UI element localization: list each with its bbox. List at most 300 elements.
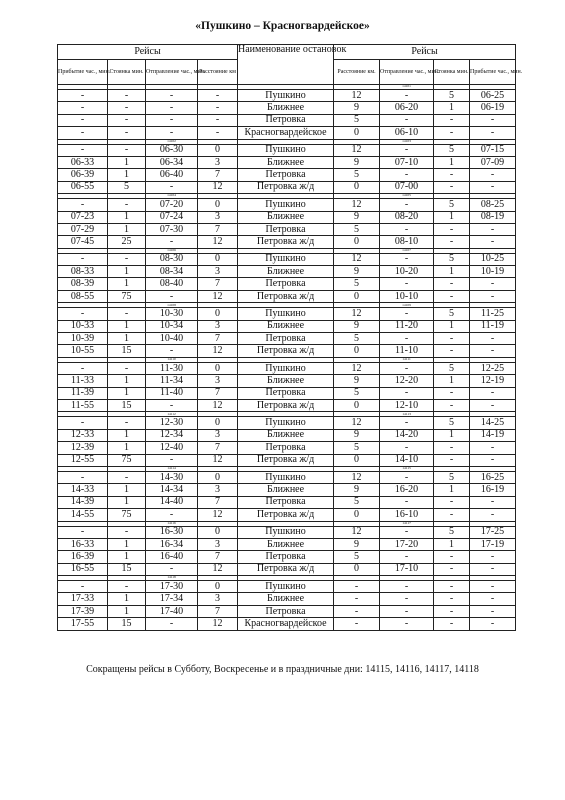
trip-number-right: 14103 xyxy=(380,139,434,144)
table-cell: - xyxy=(434,563,470,575)
table-cell: - xyxy=(108,144,146,156)
stop-name-cell: Ближнее xyxy=(238,211,334,223)
table-cell: 11-39 xyxy=(58,387,108,399)
table-cell: 0 xyxy=(334,290,380,302)
table-cell: 14-39 xyxy=(58,496,108,508)
table-cell: 07-09 xyxy=(470,156,516,168)
table-cell: - xyxy=(470,114,516,126)
table-cell: 06-30 xyxy=(146,144,198,156)
table-cell: 0 xyxy=(334,509,380,521)
table-cell: - xyxy=(146,399,198,411)
table-cell: - xyxy=(58,471,108,483)
table-cell: 12 xyxy=(198,563,238,575)
table-cell: 9 xyxy=(334,211,380,223)
table-cell: 16-20 xyxy=(380,484,434,496)
table-cell: 12 xyxy=(334,362,380,374)
table-cell: 5 xyxy=(434,253,470,265)
table-cell: 11-30 xyxy=(146,362,198,374)
table-cell: 07-30 xyxy=(146,223,198,235)
table-cell: 14-34 xyxy=(146,484,198,496)
table-cell: - xyxy=(58,102,108,114)
table-cell: 1 xyxy=(108,156,146,168)
table-cell: - xyxy=(198,127,238,139)
table-cell: 08-33 xyxy=(58,266,108,278)
table-cell: - xyxy=(470,333,516,345)
col-header: Расстояние км. xyxy=(334,60,380,85)
table-cell: 10-10 xyxy=(380,290,434,302)
col-header: Стоянка мин. xyxy=(434,60,470,85)
table-cell: 06-34 xyxy=(146,156,198,168)
table-cell: 16-55 xyxy=(58,563,108,575)
table-cell: 1 xyxy=(434,211,470,223)
col-header: Прибытие час., мин. xyxy=(58,60,108,85)
table-cell: 1 xyxy=(108,442,146,454)
col-header: Прибытие час., мин. xyxy=(470,60,516,85)
table-cell: 07-23 xyxy=(58,211,108,223)
table-cell: - xyxy=(146,563,198,575)
trip-number-left: 14110 xyxy=(146,357,198,362)
table-cell: 08-19 xyxy=(470,211,516,223)
table-cell: - xyxy=(108,417,146,429)
table-cell: 5 xyxy=(108,181,146,193)
table-cell: - xyxy=(434,509,470,521)
table-row xyxy=(58,605,516,617)
table-cell: - xyxy=(380,278,434,290)
table-cell: 5 xyxy=(334,278,380,290)
stop-name-cell: Петровка xyxy=(238,551,334,563)
table-row xyxy=(58,484,516,496)
table-cell: - xyxy=(58,144,108,156)
table-cell: 5 xyxy=(434,90,470,102)
table-cell: - xyxy=(434,290,470,302)
table-cell: 3 xyxy=(198,266,238,278)
table-cell: 07-10 xyxy=(380,156,434,168)
table-cell: - xyxy=(380,618,434,630)
table-cell: 1 xyxy=(108,278,146,290)
table-cell: 75 xyxy=(108,454,146,466)
table-row xyxy=(58,223,516,235)
table-cell: 1 xyxy=(108,429,146,441)
table-cell: 15 xyxy=(108,563,146,575)
table-cell: 5 xyxy=(434,144,470,156)
table-cell: 0 xyxy=(198,308,238,320)
right-trips-header: Рейсы xyxy=(334,45,516,60)
table-cell: - xyxy=(146,236,198,248)
table-cell: 12-39 xyxy=(58,442,108,454)
table-cell: 07-45 xyxy=(58,236,108,248)
table-cell: 17-10 xyxy=(380,563,434,575)
table-cell: 1 xyxy=(434,375,470,387)
table-row xyxy=(58,538,516,550)
table-cell: 1 xyxy=(434,484,470,496)
table-cell: 3 xyxy=(198,484,238,496)
table-cell: 5 xyxy=(334,496,380,508)
table-cell: 7 xyxy=(198,551,238,563)
table-cell: - xyxy=(58,526,108,538)
table-cell: 0 xyxy=(198,581,238,593)
table-cell: 17-40 xyxy=(146,605,198,617)
table-cell: - xyxy=(434,551,470,563)
table-row xyxy=(58,181,516,193)
table-row xyxy=(58,387,516,399)
table-cell: - xyxy=(470,223,516,235)
table-cell: 12 xyxy=(198,509,238,521)
table-cell: - xyxy=(470,618,516,630)
table-cell: - xyxy=(434,181,470,193)
table-cell: 16-10 xyxy=(380,509,434,521)
table-cell: 06-39 xyxy=(58,169,108,181)
table-cell: - xyxy=(108,127,146,139)
stop-name-cell: Пушкино xyxy=(238,253,334,265)
table-row xyxy=(58,551,516,563)
table-cell: - xyxy=(434,333,470,345)
table-cell: 17-39 xyxy=(58,605,108,617)
stop-name-cell: Пушкино xyxy=(238,90,334,102)
stop-name-cell: Ближнее xyxy=(238,375,334,387)
table-cell: 17-30 xyxy=(146,581,198,593)
table-cell: 1 xyxy=(108,320,146,332)
table-cell: 1 xyxy=(434,538,470,550)
table-cell: 15 xyxy=(108,399,146,411)
table-cell: - xyxy=(108,581,146,593)
table-cell: - xyxy=(146,114,198,126)
stop-name-cell: Пушкино xyxy=(238,362,334,374)
table-cell: 11-10 xyxy=(380,345,434,357)
trip-number-left: 14116 xyxy=(146,521,198,526)
table-cell: 14-10 xyxy=(380,454,434,466)
table-cell: 1 xyxy=(108,169,146,181)
table-cell: 11-25 xyxy=(470,308,516,320)
table-cell: 75 xyxy=(108,509,146,521)
table-row xyxy=(58,266,516,278)
table-cell: 5 xyxy=(334,442,380,454)
trip-number-right: 14101 xyxy=(380,85,434,90)
table-cell: - xyxy=(58,199,108,211)
table-cell: 7 xyxy=(198,387,238,399)
document-title: «Пушкино – Красногвардейское» xyxy=(195,20,370,32)
table-cell: - xyxy=(434,387,470,399)
table-row xyxy=(58,526,516,538)
table-cell: 7 xyxy=(198,605,238,617)
table-cell: 3 xyxy=(198,211,238,223)
table-cell: 12 xyxy=(198,181,238,193)
table-cell: - xyxy=(380,471,434,483)
table-row xyxy=(58,345,516,357)
table-cell: 1 xyxy=(108,223,146,235)
table-cell: - xyxy=(434,236,470,248)
table-cell: 17-55 xyxy=(58,618,108,630)
table-cell: - xyxy=(108,90,146,102)
table-cell: 15 xyxy=(108,618,146,630)
table-row xyxy=(58,278,516,290)
table-cell: 12 xyxy=(198,618,238,630)
stop-name-cell: Петровка ж/д xyxy=(238,399,334,411)
schedule-table xyxy=(57,44,523,631)
trip-number-right: 14111 xyxy=(380,357,434,362)
table-row xyxy=(58,417,516,429)
table-cell: - xyxy=(58,127,108,139)
stop-name-cell: Красногвардейское xyxy=(238,127,334,139)
table-cell: 1 xyxy=(108,333,146,345)
table-cell: - xyxy=(434,169,470,181)
table-cell: 14-40 xyxy=(146,496,198,508)
table-cell: - xyxy=(334,605,380,617)
table-cell: 16-40 xyxy=(146,551,198,563)
table-cell: - xyxy=(146,509,198,521)
table-cell: 08-55 xyxy=(58,290,108,302)
stop-name-cell: Красногвардейское xyxy=(238,618,334,630)
table-cell: - xyxy=(380,169,434,181)
table-cell: 12 xyxy=(334,308,380,320)
table-cell: 3 xyxy=(198,375,238,387)
table-cell: 5 xyxy=(334,551,380,563)
table-cell: 1 xyxy=(434,320,470,332)
table-cell: 12 xyxy=(334,199,380,211)
table-row xyxy=(58,90,516,102)
table-cell: 7 xyxy=(198,496,238,508)
trip-number-left: 14108 xyxy=(146,303,198,308)
stop-name-cell: Петровка xyxy=(238,387,334,399)
table-row xyxy=(58,308,516,320)
table-cell: - xyxy=(58,362,108,374)
table-cell: - xyxy=(108,199,146,211)
table-cell: 7 xyxy=(198,169,238,181)
table-cell: 0 xyxy=(334,345,380,357)
table-cell: - xyxy=(434,618,470,630)
stop-name-cell: Ближнее xyxy=(238,266,334,278)
table-row xyxy=(58,333,516,345)
table-cell: - xyxy=(470,454,516,466)
table-cell: 08-39 xyxy=(58,278,108,290)
table-cell: 06-19 xyxy=(470,102,516,114)
table-row xyxy=(58,563,516,575)
table-cell: 9 xyxy=(334,266,380,278)
table-cell: - xyxy=(470,496,516,508)
table-row xyxy=(58,362,516,374)
table-cell: 16-25 xyxy=(470,471,516,483)
table-cell: 9 xyxy=(334,484,380,496)
table-cell: 14-30 xyxy=(146,471,198,483)
stop-name-cell: Петровка xyxy=(238,605,334,617)
table-cell: - xyxy=(434,345,470,357)
table-cell: - xyxy=(146,618,198,630)
table-cell: 14-25 xyxy=(470,417,516,429)
table-row xyxy=(58,102,516,114)
table-cell: 0 xyxy=(198,362,238,374)
stop-name-cell: Петровка ж/д xyxy=(238,563,334,575)
table-cell: 17-33 xyxy=(58,593,108,605)
table-row xyxy=(58,253,516,265)
table-cell: - xyxy=(198,114,238,126)
stop-name-cell: Пушкино xyxy=(238,417,334,429)
table-cell: 3 xyxy=(198,429,238,441)
stop-name-cell: Петровка xyxy=(238,496,334,508)
table-cell: 0 xyxy=(334,181,380,193)
table-cell: 0 xyxy=(198,253,238,265)
stop-name-cell: Петровка ж/д xyxy=(238,181,334,193)
table-cell: 5 xyxy=(334,223,380,235)
table-cell: - xyxy=(108,102,146,114)
table-cell: - xyxy=(470,169,516,181)
table-cell: - xyxy=(380,417,434,429)
table-cell: 12-33 xyxy=(58,429,108,441)
table-cell: 0 xyxy=(334,454,380,466)
table-cell: 06-20 xyxy=(380,102,434,114)
table-cell: 0 xyxy=(198,471,238,483)
table-cell: 1 xyxy=(434,102,470,114)
trip-number-right: 14115 xyxy=(380,466,434,471)
trip-number-left: 14112 xyxy=(146,412,198,417)
table-cell: - xyxy=(334,618,380,630)
table-cell: - xyxy=(470,442,516,454)
table-cell: - xyxy=(470,236,516,248)
table-cell: - xyxy=(380,308,434,320)
trip-number-left: 14102 xyxy=(146,139,198,144)
table-cell: 5 xyxy=(334,333,380,345)
table-cell: - xyxy=(470,181,516,193)
table-cell: 12-34 xyxy=(146,429,198,441)
table-cell: 06-40 xyxy=(146,169,198,181)
table-cell: 06-25 xyxy=(470,90,516,102)
table-cell: 10-20 xyxy=(380,266,434,278)
table-cell: - xyxy=(58,253,108,265)
table-row xyxy=(58,618,516,630)
table-cell: 07-29 xyxy=(58,223,108,235)
stop-name-cell: Петровка xyxy=(238,278,334,290)
table-cell: 0 xyxy=(198,144,238,156)
table-cell: - xyxy=(380,593,434,605)
table-cell: 10-30 xyxy=(146,308,198,320)
table-cell: - xyxy=(146,127,198,139)
schedule-body xyxy=(58,85,516,631)
stop-name-cell: Петровка ж/д xyxy=(238,290,334,302)
table-cell: 12-19 xyxy=(470,375,516,387)
table-cell: 3 xyxy=(198,156,238,168)
table-cell: 12 xyxy=(198,454,238,466)
table-cell: 08-25 xyxy=(470,199,516,211)
table-cell: 16-30 xyxy=(146,526,198,538)
table-cell: 17-20 xyxy=(380,538,434,550)
table-row xyxy=(58,144,516,156)
stop-name-cell: Ближнее xyxy=(238,429,334,441)
table-cell: 08-10 xyxy=(380,236,434,248)
table-cell: 12 xyxy=(334,526,380,538)
table-cell: - xyxy=(470,551,516,563)
stop-name-cell: Пушкино xyxy=(238,581,334,593)
table-cell: - xyxy=(380,223,434,235)
trip-number-left: 14106 xyxy=(146,248,198,253)
table-cell: 06-55 xyxy=(58,181,108,193)
trip-number-left: 14114 xyxy=(146,466,198,471)
table-cell: 10-34 xyxy=(146,320,198,332)
table-cell: 14-20 xyxy=(380,429,434,441)
trip-number-left: 14104 xyxy=(146,194,198,199)
table-cell: - xyxy=(108,471,146,483)
table-row xyxy=(58,114,516,126)
table-cell: - xyxy=(108,526,146,538)
table-cell: - xyxy=(470,387,516,399)
table-cell: 12 xyxy=(334,90,380,102)
table-cell: 12 xyxy=(198,236,238,248)
table-cell: - xyxy=(380,581,434,593)
table-cell: 5 xyxy=(334,114,380,126)
table-cell: 9 xyxy=(334,538,380,550)
left-trips-header: Рейсы xyxy=(58,45,238,60)
table-cell: - xyxy=(334,581,380,593)
table-cell: - xyxy=(334,593,380,605)
table-row xyxy=(58,581,516,593)
table-cell: 06-10 xyxy=(380,127,434,139)
table-cell: - xyxy=(380,605,434,617)
col-header: Отправление час., мин. xyxy=(146,60,198,85)
stop-name-cell: Петровка xyxy=(238,223,334,235)
table-cell: 12 xyxy=(334,471,380,483)
table-cell: 0 xyxy=(198,526,238,538)
col-header: Расстояние км xyxy=(198,60,238,85)
stop-name-cell: Пушкино xyxy=(238,526,334,538)
table-cell: - xyxy=(470,345,516,357)
table-cell: 7 xyxy=(198,223,238,235)
table-cell: 10-19 xyxy=(470,266,516,278)
table-cell: 5 xyxy=(434,471,470,483)
table-cell: 08-40 xyxy=(146,278,198,290)
table-cell: 11-33 xyxy=(58,375,108,387)
table-cell: - xyxy=(434,223,470,235)
table-cell: 1 xyxy=(108,484,146,496)
table-cell: 5 xyxy=(434,417,470,429)
table-cell: - xyxy=(380,144,434,156)
table-cell: - xyxy=(380,199,434,211)
table-row xyxy=(58,471,516,483)
table-cell: 14-33 xyxy=(58,484,108,496)
table-cell: - xyxy=(470,278,516,290)
table-cell: - xyxy=(434,399,470,411)
trip-number-right: 14105 xyxy=(380,194,434,199)
table-cell: 07-00 xyxy=(380,181,434,193)
table-cell: 0 xyxy=(334,127,380,139)
table-row xyxy=(58,211,516,223)
table-cell: 17-34 xyxy=(146,593,198,605)
table-cell: - xyxy=(146,90,198,102)
table-cell: - xyxy=(58,581,108,593)
table-cell: - xyxy=(434,127,470,139)
table-cell: - xyxy=(434,581,470,593)
stop-name-cell: Пушкино xyxy=(238,144,334,156)
table-cell: - xyxy=(380,114,434,126)
stop-name-cell: Петровка xyxy=(238,333,334,345)
table-row xyxy=(58,509,516,521)
table-cell: 7 xyxy=(198,333,238,345)
table-cell: 07-15 xyxy=(470,144,516,156)
table-cell: 1 xyxy=(108,387,146,399)
table-cell: 10-40 xyxy=(146,333,198,345)
stop-name-cell: Ближнее xyxy=(238,484,334,496)
table-cell: - xyxy=(434,278,470,290)
table-cell: - xyxy=(380,90,434,102)
table-cell: - xyxy=(434,593,470,605)
table-cell: 12 xyxy=(198,290,238,302)
table-cell: 1 xyxy=(108,551,146,563)
trip-number-right: 14117 xyxy=(380,521,434,526)
table-cell: 12 xyxy=(334,144,380,156)
table-cell: - xyxy=(470,127,516,139)
table-cell: 16-39 xyxy=(58,551,108,563)
table-cell: 12 xyxy=(198,345,238,357)
table-cell: 9 xyxy=(334,429,380,441)
table-cell: - xyxy=(380,333,434,345)
table-cell: 17-25 xyxy=(470,526,516,538)
table-cell: 16-34 xyxy=(146,538,198,550)
